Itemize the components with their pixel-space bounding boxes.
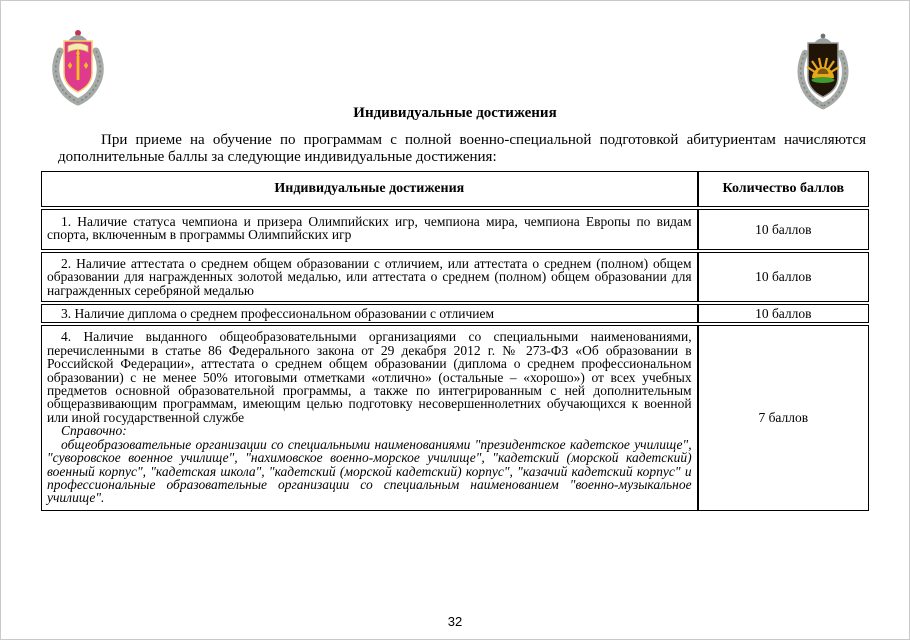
page-number: 32	[447, 614, 463, 629]
note-label: Справочно:	[61, 423, 127, 439]
table-row	[41, 252, 869, 302]
achievement-text: 1. Наличие статуса чемпиона и призера Олимпийских игр, чемпиона мира, чемпиона Европы по видам спорта, включенным в программы Олимпийских игр	[47, 214, 692, 243]
points-value: 10 баллов	[698, 209, 869, 250]
table-header-row	[41, 171, 869, 207]
table-row	[41, 325, 869, 510]
table-row	[41, 304, 869, 323]
crimson-shield-emblem-icon	[49, 27, 107, 107]
column-header-points: Количество баллов	[698, 171, 869, 207]
left-academy-emblem	[49, 27, 107, 107]
column-header-achievements: Индивидуальные достижения	[41, 171, 698, 207]
achievement-text: 4. Наличие выданного общеобразовательными организациями со специальными наименованиями, перечисленными в статье 86 Федерального закона от 29 декабря 2012 г. № 273-ФЗ «Об образовании в Российской Федерации», аттестата о среднем общем образовании (диплома о среднем профессиональном образовании) с не менее 50% итоговыми отметками «отлично» (остальные – «хорошо») от всех учебных предметов основной образовательной программы, а также по интегрированным с ней дополнительным общеразвивающим программам, имеющим целью подготовку несовершеннолетних обучающихся к военной или иной государственной службе	[47, 329, 692, 425]
points-value: 10 баллов	[698, 252, 869, 302]
table-row	[41, 209, 869, 250]
achievement-text: 3. Наличие диплома о среднем профессиональном образовании с отличием	[61, 306, 494, 322]
achievements-table	[41, 169, 869, 513]
dark-shield-sunburst-emblem-icon	[794, 31, 852, 113]
torch-icon	[77, 56, 80, 80]
note-text: общеобразовательные организации со специальными наименованиями "президентское кадетское училище", "суворовское военное училище", "нахимовское военно-морское училище", "кадетский (морской кадетский) военный корпус", "кадетская школа", "кадетский (морской кадетский) корпус", "казачий кадетский корпус" и профессиональные образовательные организации со специальным наименованием "военно-музыкальное училище".	[47, 436, 692, 506]
intro-paragraph: При приеме на обучение по программам с полной военно-специальной подготовкой абитуриентам начисляются дополнительные баллы за следующие индивидуальные достижения:	[58, 132, 866, 165]
achievement-text: 2. Наличие аттестата о среднем общем образовании с отличием, или аттестата о среднем (полном) общем образовании для награжденных золотой медалью, или аттестата о среднем (полном) общем образовании для награжденных серебряной медалью	[47, 255, 692, 298]
green-base-icon	[812, 77, 835, 83]
right-academy-emblem	[794, 31, 852, 113]
points-value: 7 баллов	[698, 325, 869, 510]
page-title: Индивидуальные достижения	[353, 105, 557, 121]
points-value: 10 баллов	[698, 304, 869, 323]
